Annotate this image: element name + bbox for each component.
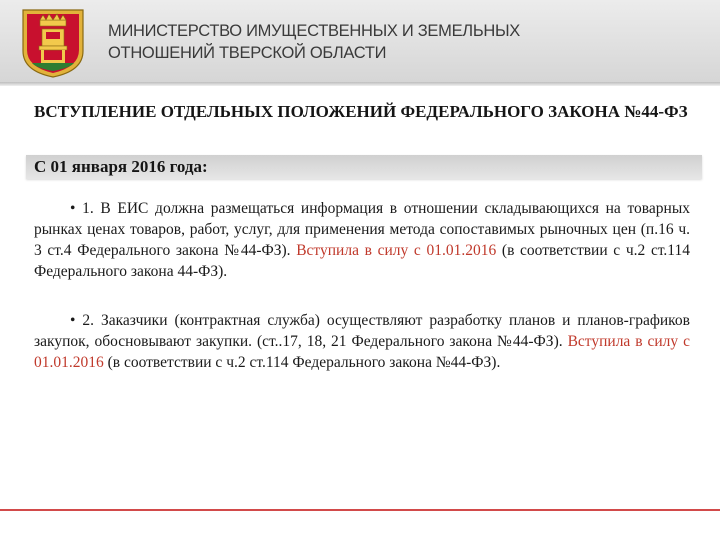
list-item <box>34 310 690 373</box>
list-item <box>34 198 690 282</box>
ministry-name <box>108 20 668 64</box>
list-item-effective-date: Вступила в силу с 01.01.2016 <box>34 333 690 371</box>
list-item-text: • 1. В ЕИС должна размещаться информация в отношении складывающихся на товарных рынках ценах товаров, работ, услуг, для применения метода сопоставимых рыночных цен (п.16 ч. 3 ст.4 Федерального закона №44-ФЗ). <box>34 200 690 259</box>
date-heading: С 01 января 2016 года: <box>34 157 208 176</box>
list-item-reference: (в соответствии с ч.2 ст.114 Федерального закона №44-ФЗ). <box>107 354 501 371</box>
footer-bar <box>0 511 720 540</box>
tver-coat-of-arms-icon <box>20 7 86 79</box>
ministry-name-line-1: МИНИСТЕРСТВО ИМУЩЕСТВЕННЫХ И ЗЕМЕЛЬНЫХ <box>108 22 520 40</box>
list-item-effective-date: Вступила в силу с 01.01.2016 <box>296 242 497 259</box>
list-item-text: • 2. Заказчики (контрактная служба) осуществляют разработку планов и планов-графиков закупок, обосновывают закупки. (ст..17, 18, 21 Федерального закона №44-ФЗ). <box>34 312 690 350</box>
header-divider <box>0 82 720 86</box>
slide-title: ВСТУПЛЕНИЕ ОТДЕЛЬНЫХ ПОЛОЖЕНИЙ ФЕДЕРАЛЬНОГО ЗАКОНА №44-ФЗ <box>34 102 688 121</box>
list-item-reference: (в соответствии с ч.2 ст.114 Федерального закона 44-ФЗ). <box>34 242 690 280</box>
ministry-name-line-2: ОТНОШЕНИЙ ТВЕРСКОЙ ОБЛАСТИ <box>108 44 387 62</box>
